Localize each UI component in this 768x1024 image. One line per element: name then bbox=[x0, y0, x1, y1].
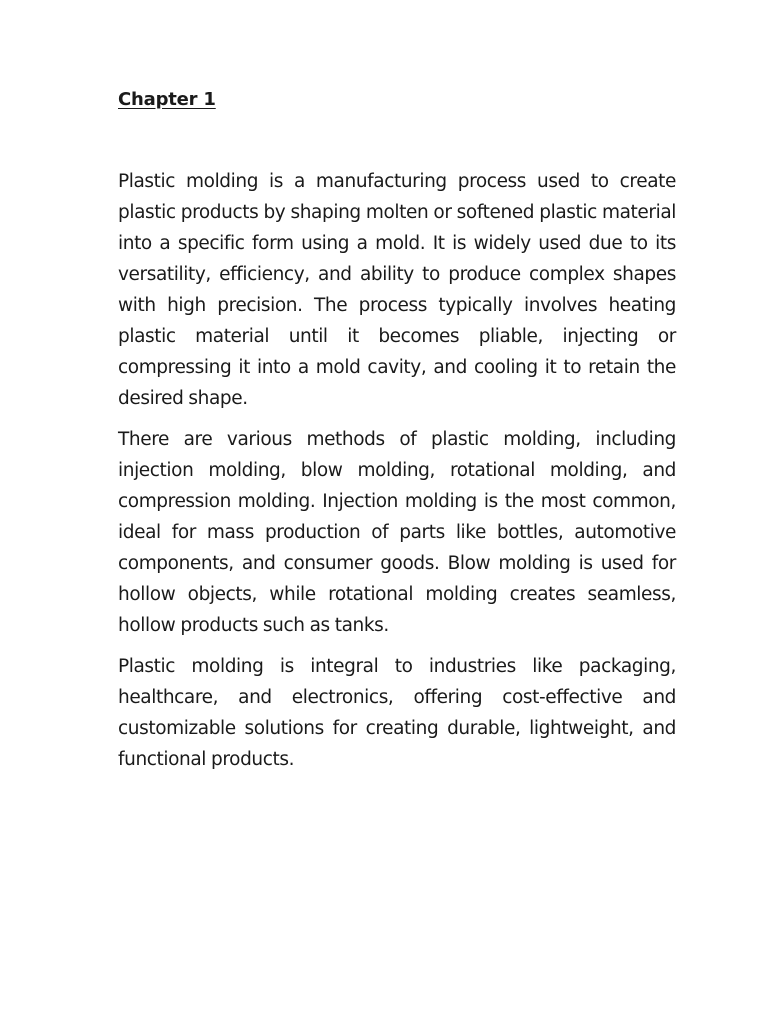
paragraph-methods: There are various methods of plastic molding, including injection molding, blow molding, rotational molding, and compression molding. Injection molding is the most common, ideal for mass production of parts like bottles, automotive components, and consumer goods. Blow molding is used for hollow objects, while rotational molding creates seamless, hollow products such as tanks. bbox=[118, 429, 676, 636]
paragraph-industries: Plastic molding is integral to industries like packaging, healthcare, and electronics, offering cost-effective and customizable solutions for creating durable, lightweight, and functional products. bbox=[118, 656, 676, 770]
chapter-heading: Chapter 1 bbox=[118, 89, 216, 110]
document-body bbox=[118, 84, 676, 775]
paragraph-intro: Plastic molding is a manufacturing process used to create plastic products by shaping molten or softened plastic material into a specific form using a mold. It is widely used due to its versatility, efficiency, and ability to produce complex shapes with high precision. The process typically involves heating plastic material until it becomes pliable, injecting or compressing it into a mold cavity, and cooling it to retain the desired shape. bbox=[118, 171, 676, 409]
